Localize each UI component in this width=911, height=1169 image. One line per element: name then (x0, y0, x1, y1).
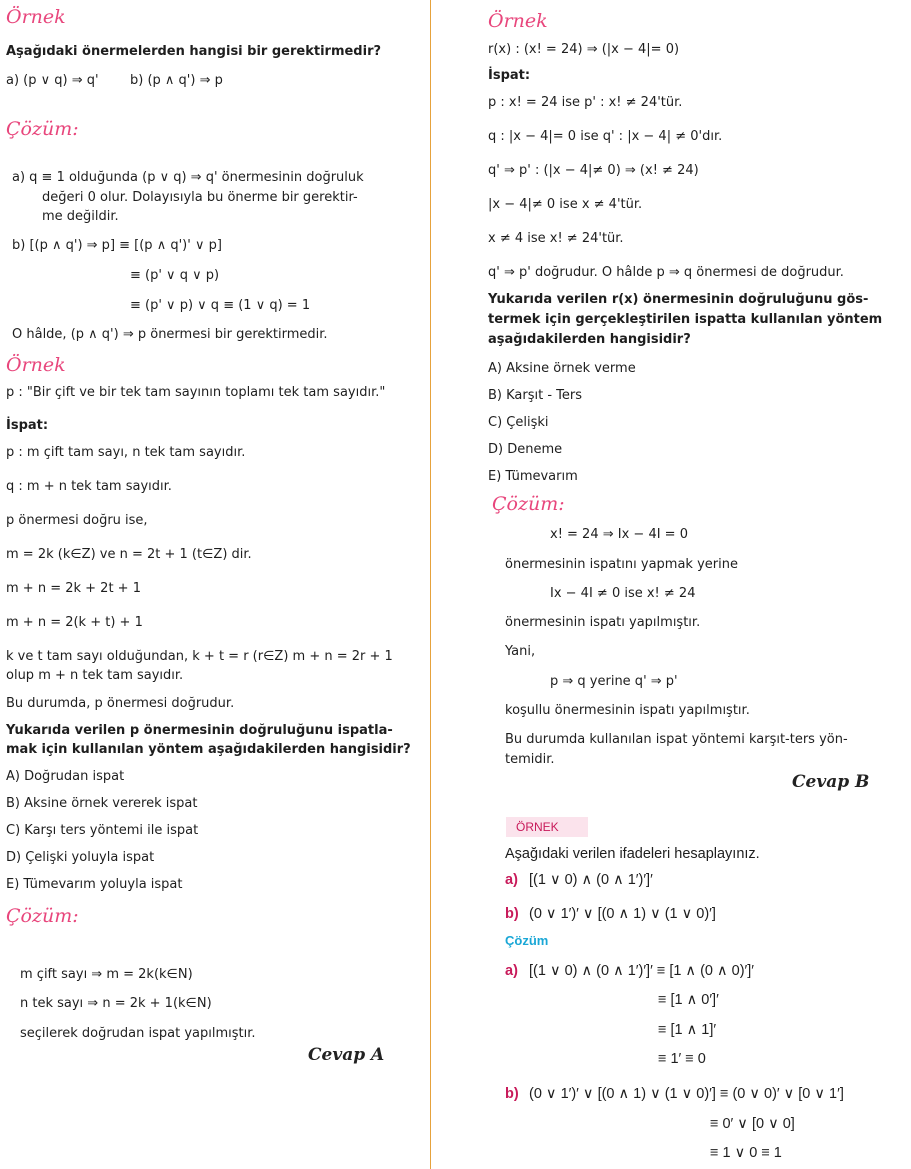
proof-line: p önermesi doğru ise, (6, 513, 148, 528)
solution-line: m çift sayı ⇒ m = 2k(k∈N) (20, 967, 193, 982)
answer-option: E) Tümevarım (488, 469, 578, 484)
answer-option: C) Karşı ters yöntemi ile ispat (6, 823, 199, 838)
question-text: mak için kullanılan yöntem aşağıdakilerden hangisidir? (6, 742, 411, 757)
solution-line: x! = 24 ⇒ Ix − 4I = 0 (550, 527, 688, 542)
proof-heading: İspat: (6, 418, 49, 433)
proof-line: k ve t tam sayı olduğundan, k + t = r (r∈Z) m + n = 2r + 1 (6, 649, 393, 664)
answer-option: E) Tümevarım yoluyla ispat (6, 877, 183, 892)
proof-line: p : x! = 24 ise p' : x! ≠ 24'tür. (488, 95, 683, 110)
solution-line: önermesinin ispatı yapılmıştır. (505, 615, 701, 630)
conclusion-text: O hâlde, (p ∧ q') ⇒ p önermesi bir gerektirmedir. (12, 327, 328, 342)
answer-option: D) Çelişki yoluyla ispat (6, 850, 155, 865)
solution-line: seçilerek doğrudan ispat yapılmıştır. (20, 1026, 256, 1041)
answer-signature: Cevap B (792, 772, 870, 792)
proof-heading: İspat: (488, 68, 531, 83)
item-label-a: a) (505, 963, 518, 979)
solution-line: ≡ 0′ ∨ [0 ∨ 0] (710, 1116, 795, 1132)
item-label-b: b) (505, 906, 519, 922)
prompt-text: Aşağıdaki verilen ifadeleri hesaplayınız. (505, 846, 760, 862)
item-expression-a: [(1 ∨ 0) ∧ (0 ∧ 1′)′]′ (529, 872, 653, 888)
solution-line: (0 ∨ 1′)′ ∨ [(0 ∧ 1) ∨ (1 ∨ 0)′] ≡ (0 ∨ 0)′ ∨ [0 ∨ 1′] (529, 1086, 844, 1102)
solution-line: b) [(p ∧ q') ⇒ p] ≡ [(p ∧ q')' ∨ p] (12, 238, 222, 253)
example-heading: Örnek (6, 354, 66, 376)
proof-line: m + n = 2k + 2t + 1 (6, 581, 141, 596)
question-text: aşağıdakilerden hangisidir? (488, 332, 691, 347)
solution-heading: Çözüm: (6, 905, 79, 927)
solution-line: ≡ (p' ∨ q ∨ p) (130, 268, 220, 283)
proof-line: q : |x − 4|= 0 ise q' : |x − 4| ≠ 0'dır. (488, 129, 723, 144)
answer-option: D) Deneme (488, 442, 563, 457)
proof-line: x ≠ 4 ise x! ≠ 24'tür. (488, 231, 624, 246)
solution-line: temidir. (505, 752, 555, 767)
solution-line: Bu durumda kullanılan ispat yöntemi karşıt-ters yön- (505, 732, 848, 747)
solution-line: ≡ (p' ∨ p) ∨ q ≡ (1 ∨ q) = 1 (130, 298, 311, 313)
answer-signature: Cevap A (308, 1045, 385, 1065)
solution-line: ≡ [1 ∧ 0′]′ (658, 992, 719, 1008)
question-text: Yukarıda verilen p önermesinin doğruluğunu ispatla- (6, 723, 393, 738)
solution-line: koşullu önermesinin ispatı yapılmıştır. (505, 703, 750, 718)
solution-line: ≡ 1 ∨ 0 ≡ 1 (710, 1145, 782, 1161)
proof-line: q' ⇒ p' doğrudur. O hâlde p ⇒ q önermesi de doğrudur. (488, 265, 844, 280)
solution-line: [(1 ∨ 0) ∧ (0 ∧ 1′)′]′ ≡ [1 ∧ (0 ∧ 0)′]′ (529, 963, 754, 979)
proof-line: q : m + n tek tam sayıdır. (6, 479, 172, 494)
proof-line: |x − 4|≠ 0 ise x ≠ 4'tür. (488, 197, 643, 212)
proof-line: olup m + n tek tam sayıdır. (6, 668, 184, 683)
proof-line: q' ⇒ p' : (|x − 4|≠ 0) ⇒ (x! ≠ 24) (488, 163, 699, 178)
proof-line: Bu durumda, p önermesi doğrudur. (6, 696, 235, 711)
example-heading: Örnek (488, 10, 548, 32)
example-heading: Örnek (6, 6, 66, 28)
answer-option: B) Aksine örnek vererek ispat (6, 796, 198, 811)
question-text: termek için gerçekleştirilen ispatta kullanılan yöntem (488, 312, 883, 327)
question-text: Aşağıdaki önermelerden hangisi bir gerektirmedir? (6, 44, 382, 59)
solution-line: değeri 0 olur. Dolayısıyla bu önerme bir gerektir- (42, 190, 358, 205)
answer-option: C) Çelişki (488, 415, 549, 430)
solution-line: a) q ≡ 1 olduğunda (p ∨ q) ⇒ q' önermesinin doğruluk (12, 170, 364, 185)
solution-line: önermesinin ispatını yapmak yerine (505, 557, 738, 572)
solution-line: Ix − 4I ≠ 0 ise x! ≠ 24 (550, 586, 696, 601)
solution-line: ≡ [1 ∧ 1]′ (658, 1022, 717, 1038)
statement-text: p : "Bir çift ve bir tek tam sayının toplamı tek tam sayıdır." (6, 385, 386, 400)
solution-line: Yani, (505, 644, 536, 659)
item-label-b: b) (505, 1086, 519, 1102)
solution-line: p ⇒ q yerine q' ⇒ p' (550, 674, 678, 689)
answer-option: A) Aksine örnek verme (488, 361, 636, 376)
answer-option: A) Doğrudan ispat (6, 769, 125, 784)
question-text: Yukarıda verilen r(x) önermesinin doğruluğunu gös- (488, 292, 869, 307)
item-label-a: a) (505, 872, 518, 888)
proof-line: m = 2k (k∈Z) ve n = 2t + 1 (t∈Z) dir. (6, 547, 252, 562)
answer-option: B) Karşıt - Ters (488, 388, 583, 403)
solution-line: n tek sayı ⇒ n = 2k + 1(k∈N) (20, 996, 212, 1011)
option-b: b) (p ∧ q') ⇒ p (130, 73, 223, 88)
solution-line: ≡ 1′ ≡ 0 (658, 1051, 706, 1067)
item-expression-b: (0 ∨ 1′)′ ∨ [(0 ∧ 1) ∨ (1 ∨ 0)′] (529, 906, 716, 922)
proof-line: m + n = 2(k + t) + 1 (6, 615, 143, 630)
solution-heading: Çözüm: (6, 118, 79, 140)
column-divider (430, 0, 431, 1169)
solution-heading: Çözüm (505, 933, 549, 948)
solution-line: me değildir. (42, 209, 119, 224)
rx-statement: r(x) : (x! = 24) ⇒ (|x − 4|= 0) (488, 42, 680, 57)
option-a: a) (p ∨ q) ⇒ q' (6, 73, 99, 88)
solution-heading: Çözüm: (492, 493, 565, 515)
example-badge: ÖRNEK (506, 817, 588, 837)
proof-line: p : m çift tam sayı, n tek tam sayıdır. (6, 445, 246, 460)
